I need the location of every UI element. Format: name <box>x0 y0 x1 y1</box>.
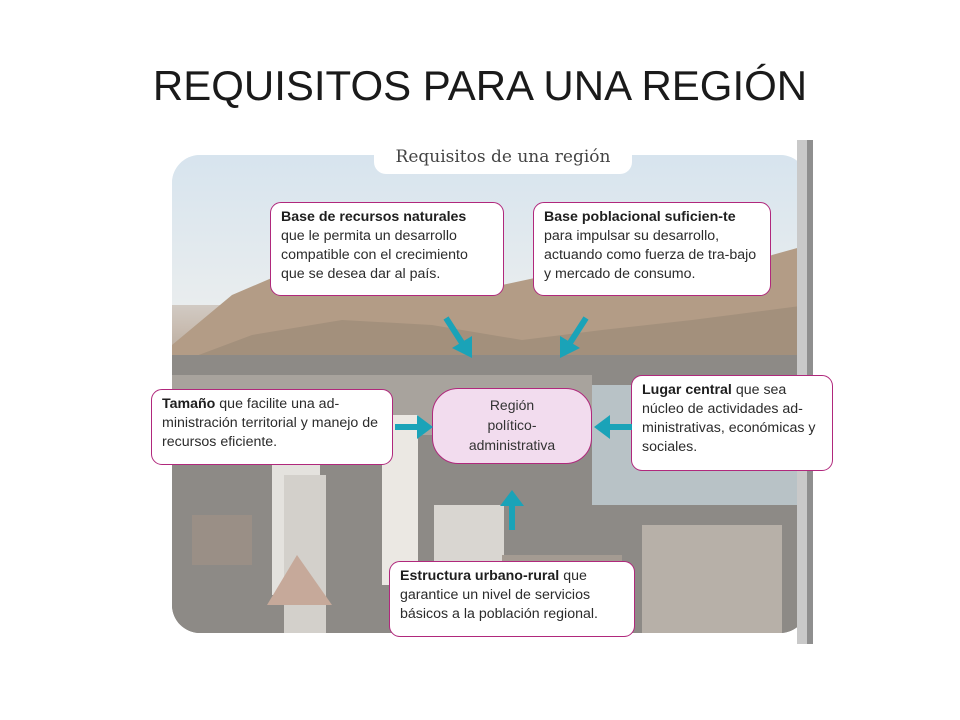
box-size-bold: Tamaño <box>162 396 220 412</box>
arrow-left-icon <box>592 412 634 442</box>
arrow-down-left-icon <box>552 312 592 362</box>
box-natural-resources <box>270 202 504 296</box>
center-line-1: Región <box>489 397 535 413</box>
box-central-place <box>631 375 833 471</box>
box-urban-rural <box>389 561 635 637</box>
box-central-place-text: que sea núcleo de actividades ad-ministrativas, económicas y sociales. <box>642 382 816 455</box>
center-node <box>432 388 592 464</box>
box-urban-rural-text: que garantice un nivel de servicios básicos a la población regional. <box>400 568 598 622</box>
box-natural-resources-text: que le permita un desarrollo compatible con el crecimiento que se desea dar al país. <box>281 228 468 282</box>
center-line-2: político- <box>487 417 537 433</box>
arrow-up-icon <box>497 488 527 532</box>
arrow-right-icon <box>393 412 435 442</box>
box-central-place-bold: Lugar central <box>642 382 736 398</box>
box-urban-rural-bold: Estructura urbano-rural <box>400 568 564 584</box>
arrow-down-right-icon <box>440 312 480 362</box>
box-size <box>151 389 393 465</box>
center-line-3: administrativa <box>468 437 556 453</box>
box-population-text: para impulsar su desarrollo, actuando como fuerza de tra-bajo y mercado de consumo. <box>544 228 757 282</box>
diagram-header: Requisitos de una región <box>374 142 632 174</box>
box-size-text: que facilite una ad-ministración territorial y manejo de recursos eficiente. <box>162 396 379 450</box>
box-population-bold: Base poblacional suficien-te <box>544 209 736 225</box>
slide-title: REQUISITOS PARA UNA REGIÓN <box>152 62 808 109</box>
box-population <box>533 202 771 296</box>
box-natural-resources-bold: Base de recursos naturales <box>281 209 467 225</box>
